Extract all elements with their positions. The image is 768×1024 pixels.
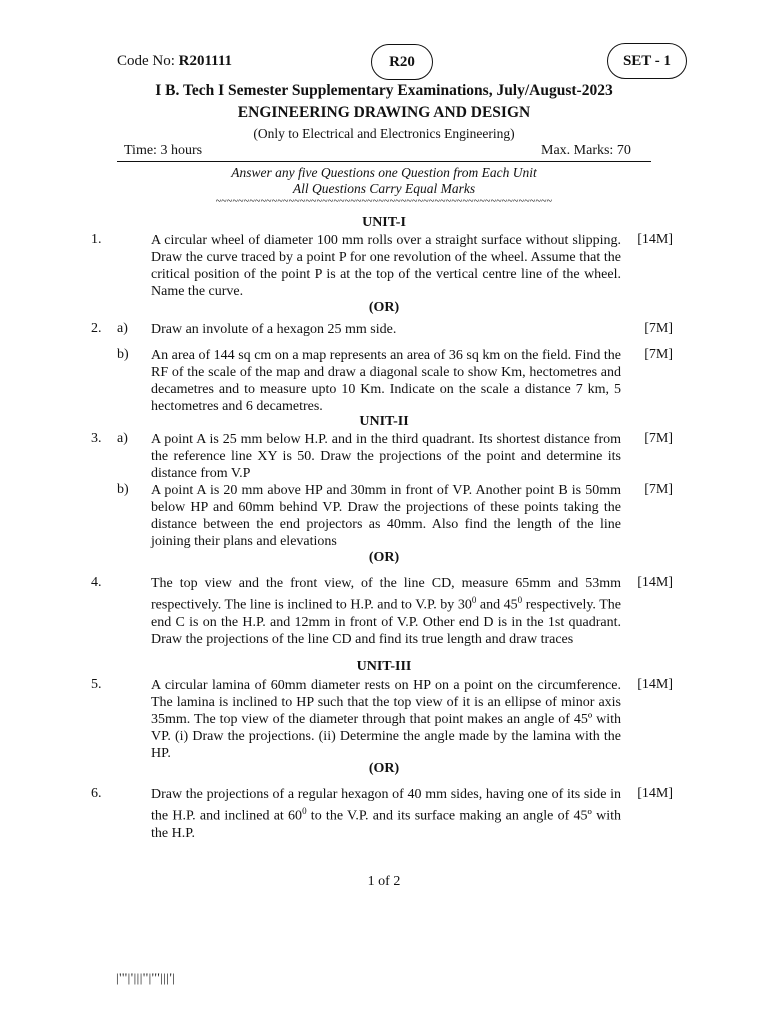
- regulation-badge: R20: [371, 44, 433, 80]
- degree-sup: 0: [471, 595, 477, 605]
- tilde-divider: ~~~~~~~~~~~~~~~~~~~~~~~~~~~~~~~~~~~~~~~~~~~~~~~~~~~~~~~~~~~~: [215, 196, 553, 207]
- question-2a-marks: [7M]: [644, 321, 673, 336]
- question-3a-text: A point A is 25 mm below H.P. and in the third quadrant. Its shortest distance from the reference line XY is 50. Draw the projections of the point and determine its distance from V.P: [151, 432, 621, 481]
- degree-sup: 0: [517, 595, 523, 605]
- instruction-line-2: All Questions Carry Equal Marks: [292, 181, 476, 196]
- unit-3-heading: UNIT-III: [356, 659, 412, 674]
- question-3b-marks: [7M]: [644, 482, 673, 497]
- unit-1-heading: UNIT-I: [362, 215, 406, 230]
- question-5-marks: [14M]: [637, 677, 673, 692]
- question-2b-marks: [7M]: [644, 347, 673, 362]
- code-prefix: Code No:: [117, 53, 179, 69]
- question-6-text: Draw the projections of a regular hexagon of 40 mm sides, having one of its side in the H.P. and inclined at $60^0$ to the V.P. and its surface making an angle of 45º with the H.P.: [151, 787, 621, 841]
- question-2b-label: b): [117, 347, 129, 362]
- subject-title: ENGINEERING DRAWING AND DESIGN: [237, 104, 531, 121]
- question-2a-label: a): [117, 321, 128, 336]
- question-3b-text: A point A is 20 mm above HP and 30mm in front of VP. Another point B is 50mm below HP and 60mm behind VP. Draw the projections of these points taking the distance between the end projectors as 40mm. Also find the length of the line joining their plans and elevations: [151, 483, 621, 549]
- exam-title: I B. Tech I Semester Supplementary Examinations, July/August-2023: [155, 82, 613, 99]
- set-badge: SET - 1: [607, 43, 687, 79]
- code-value: R201111: [178, 53, 233, 69]
- question-5-text: A circular lamina of 60mm diameter rests on HP on a point on the circumference. The lamina is inclined to HP such that the top view of it is an ellipse of minor axis 35mm. The top view of the diameter through that point makes an angle of 45º with VP. (i) Draw the projections. (ii) Determine the angle made by the lamina with the HP.: [151, 678, 621, 761]
- question-1-marks: [14M]: [637, 232, 673, 247]
- question-2b-text: An area of 144 sq cm on a map represents an area of 36 sq km on the field. Find the RF of the scale of the map and draw a diagonal scale to show Km, hectometres and decametres and to measure upto 10 Km. Indicate on the scale a distance 7 km, 5 hectometres and 6 decametres.: [151, 348, 621, 414]
- instruction-line-1: Answer any five Questions one Question from Each Unit: [231, 165, 537, 180]
- unit-2-heading: UNIT-II: [359, 414, 409, 429]
- question-5-number: 5.: [91, 677, 102, 692]
- max-marks-label: Max. Marks: 70: [541, 143, 631, 158]
- question-1-number: 1.: [91, 232, 102, 247]
- question-3a-marks: [7M]: [644, 431, 673, 446]
- or-divider-2: (OR): [368, 550, 400, 565]
- or-divider-1: (OR): [368, 300, 400, 315]
- page-number: 1 of 2: [367, 874, 401, 889]
- code-number: [117, 53, 232, 70]
- question-4-number: 4.: [91, 575, 102, 590]
- question-1-text: A circular wheel of diameter 100 mm rolls over a straight surface without slipping. Draw the curve traced by a point P for one revolution of the wheel. Assume that the critical position of the point P is at the top of the vertical centre line of the wheel. Name the curve.: [151, 233, 621, 299]
- question-4-text: The top view and the front view, of the line CD, measure 65mm and 53mm respectively. The line is inclined to H.P. and to V.P. by $30^0$ and $45^0$ respectively. The end C is on the H.P. and 12mm in front of V.P. Other end D is in the 1st quadrant. Draw the projections of the line CD and find its true length and draw traces: [151, 576, 621, 647]
- question-3b-label: b): [117, 482, 129, 497]
- question-6-number: 6.: [91, 786, 102, 801]
- question-2-number: 2.: [91, 321, 102, 336]
- header-rule: [117, 161, 651, 162]
- question-3-number: 3.: [91, 431, 102, 446]
- question-6-marks: [14M]: [637, 786, 673, 801]
- question-4-marks: [14M]: [637, 575, 673, 590]
- barcode-text: |'''|'|||''|'''|||'|: [116, 970, 176, 985]
- branch-note: (Only to Electrical and Electronics Engineering): [253, 126, 515, 141]
- time-label: Time: 3 hours: [124, 143, 203, 158]
- question-3a-label: a): [117, 431, 128, 446]
- degree-sup: 0: [302, 806, 307, 816]
- or-divider-3: (OR): [368, 761, 400, 776]
- question-2a-text: Draw an involute of a hexagon 25 mm side.: [151, 322, 397, 337]
